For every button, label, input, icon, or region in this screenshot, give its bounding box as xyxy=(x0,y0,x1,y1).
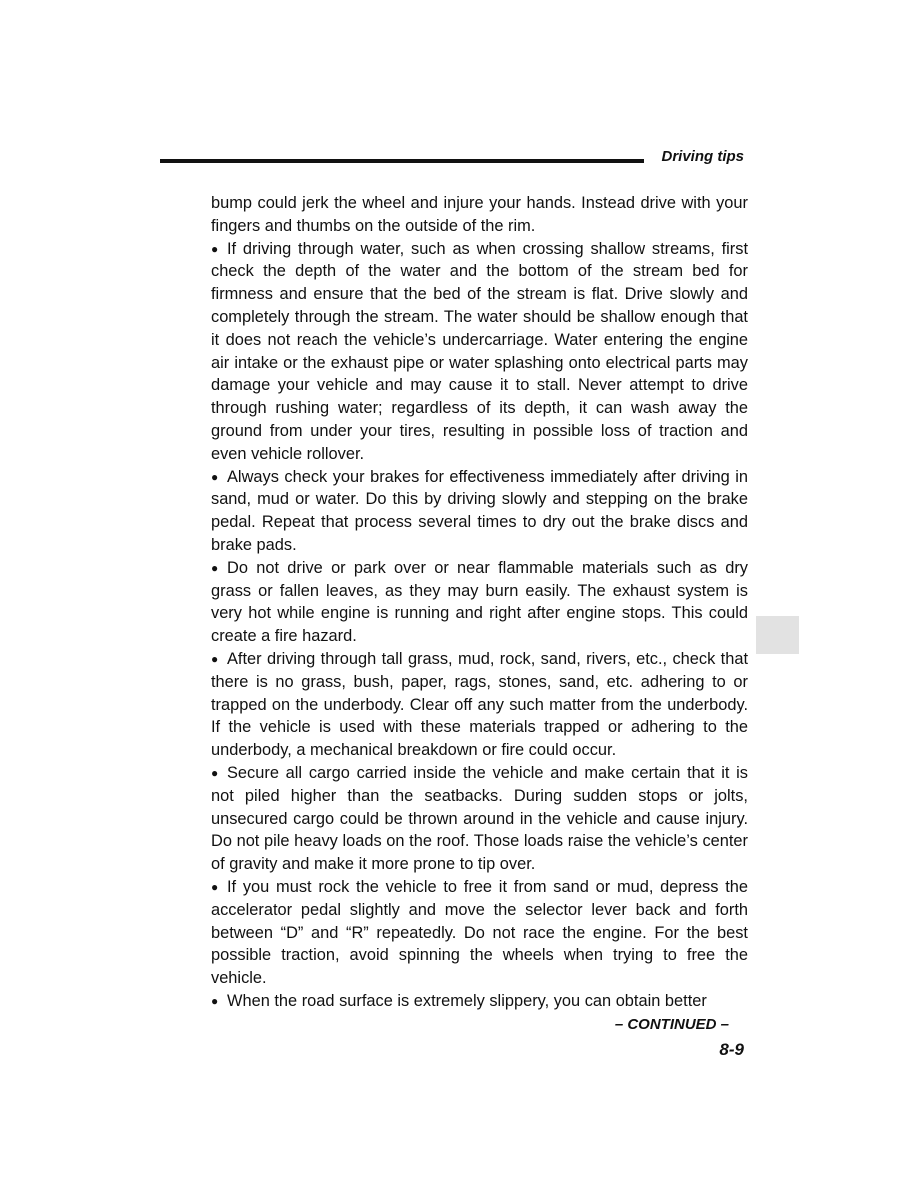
bullet-icon: ● xyxy=(211,879,219,894)
header-rule xyxy=(160,159,644,163)
section-title: Driving tips xyxy=(661,148,744,165)
body-text xyxy=(211,192,748,1013)
bullet-text: If driving through water, such as when crossing shallow streams, first check the depth of the water and the bottom of the stream bed for firmness and ensure that the bed of the stream is flat. Drive slowly and completely through the stream. The water should be shallow enough that it does not reach the vehicle’s undercarriage. Water entering the engine air intake or the exhaust pipe or water splashing onto electrical parts may damage your vehicle and may cause it to stall. Never attempt to drive through rushing water; regardless of its depth, it can wash away the ground from under your tires, resulting in possible loss of traction and even vehicle rollover. xyxy=(211,239,748,463)
bullet-paragraph xyxy=(211,466,748,557)
bullet-paragraph xyxy=(211,557,748,648)
continuation-paragraph: bump could jerk the wheel and injure your hands. Instead drive with your fingers and thumbs on the outside of the rim. xyxy=(211,194,748,235)
bullet-icon: ● xyxy=(211,560,219,575)
bullet-text: If you must rock the vehicle to free it from sand or mud, depress the accelerator pedal slightly and move the selector lever back and forth between “D” and “R” repeatedly. Do not race the engine. For the best possible traction, avoid spinning the wheels when trying to free the vehicle. xyxy=(211,877,748,988)
bullet-icon: ● xyxy=(211,651,219,666)
bullet-paragraph xyxy=(211,876,748,990)
bullet-paragraph xyxy=(211,990,748,1013)
bullet-text: Always check your brakes for effectiveness immediately after driving in sand, mud or water. Do this by driving slowly and stepping on the brake pedal. Repeat that process several times to dry out the brake discs and brake pads. xyxy=(211,467,748,554)
continued-label: – CONTINUED – xyxy=(614,1016,729,1033)
bullet-text: After driving through tall grass, mud, rock, sand, rivers, etc., check that there is no grass, bush, paper, rags, stones, sand, etc. adhering to or trapped on the underbody. Clear off any such matter from the underbody. If the vehicle is used with these materials trapped or adhering to the underbody, a mechanical breakdown or fire could occur. xyxy=(211,649,748,760)
bullet-text: Secure all cargo carried inside the vehicle and make certain that it is not piled higher than the seatbacks. During sudden stops or jolts, unsecured cargo could be thrown around in the vehicle and cause injury. Do not pile heavy loads on the roof. Those loads raise the vehicle’s center of gravity and make it more prone to tip over. xyxy=(211,763,748,874)
bullet-icon: ● xyxy=(211,993,219,1008)
bullet-paragraph xyxy=(211,762,748,876)
bullet-icon: ● xyxy=(211,469,219,484)
bullet-icon: ● xyxy=(211,241,219,256)
bullet-paragraph xyxy=(211,648,748,762)
page-number: 8-9 xyxy=(719,1040,744,1059)
bullet-icon: ● xyxy=(211,765,219,780)
bullet-text: When the road surface is extremely slippery, you can obtain better xyxy=(227,991,707,1010)
bullet-text: Do not drive or park over or near flammable materials such as dry grass or fallen leaves, as they may burn easily. The exhaust system is very hot while engine is running and right after engine stops. This could create a fire hazard. xyxy=(211,558,748,646)
bullet-paragraph xyxy=(211,238,748,466)
chapter-tab-marker xyxy=(756,616,799,654)
